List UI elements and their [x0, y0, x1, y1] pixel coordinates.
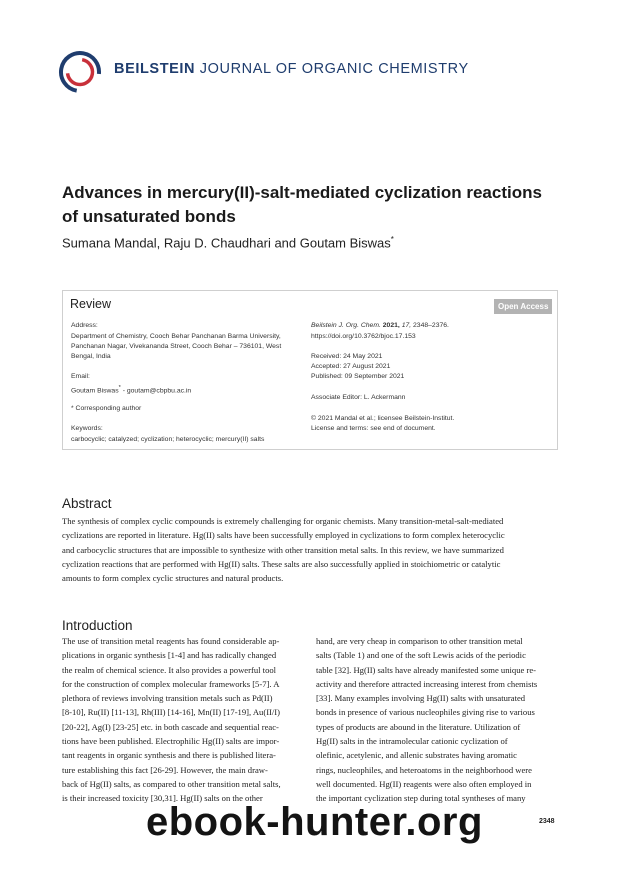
- text-line: hand, are very cheap in comparison to other transition metal: [316, 636, 523, 646]
- address-label: Address:: [71, 322, 98, 329]
- text-line: back of Hg(II) salts, as compared to other transition metal salts,: [62, 778, 281, 789]
- introduction-left-column: [62, 634, 308, 806]
- keywords-list: carbocyclic; catalyzed; cyclization; heterocyclic; mercury(II) salts: [71, 436, 265, 443]
- published-date: Published: 09 September 2021: [311, 373, 405, 380]
- article-title: Advances in mercury(II)-salt-mediated cyclization reactions of unsaturated bonds: [62, 183, 542, 226]
- text-line: types of products are abound in the literature. Utilization of: [316, 721, 521, 732]
- introduction-right-column: [316, 634, 562, 806]
- citation-volume: 17,: [401, 322, 412, 329]
- text-line: ture establishing this fact [26-29]. However, the main draw-: [62, 764, 268, 775]
- text-line: activity and therefore attracted increasing interest from chemists: [316, 678, 538, 689]
- citation: [311, 321, 556, 331]
- abstract-line: cyclization reactions that are performed with Hg(II) salts. These salts are also successfully applied in stoichiometric or catalytic: [62, 558, 501, 569]
- citation-year: 2021,: [382, 322, 400, 329]
- copyright-line: © 2021 Mandal et al.; licensee Beilstein-Institut.: [311, 415, 455, 422]
- corresponding-note: * Corresponding author: [71, 405, 142, 412]
- journal-logo-icon: [58, 50, 102, 94]
- abstract-line: amounts to form complex cyclic structures and natural products.: [62, 573, 284, 584]
- text-line: bonds in presence of various nucleophiles giving rise to various: [316, 707, 535, 718]
- doi-link[interactable]: https://doi.org/10.3762/bjoc.17.153: [311, 333, 416, 340]
- email-line: [71, 383, 306, 396]
- received-date: Received: 24 May 2021: [311, 353, 383, 360]
- abstract-body: [62, 514, 558, 585]
- email-address[interactable]: - goutam@cbpbu.ac.in: [120, 387, 192, 395]
- abstract-heading: Abstract: [62, 496, 112, 511]
- journal-name-bold: BEILSTEIN: [114, 61, 196, 77]
- text-line: The use of transition metal reagents has found considerable ap-: [62, 636, 280, 646]
- corresponding-mark: *: [390, 235, 394, 244]
- accepted-date: Accepted: 27 August 2021: [311, 363, 391, 370]
- text-line: for the construction of complex molecular frameworks [5-7]. A: [62, 678, 280, 689]
- text-line: well documented. Hg(II) reagents were also often employed in: [316, 778, 532, 789]
- author-names: Sumana Mandal, Raju D. Chaudhari and Goutam Biswas: [62, 235, 391, 251]
- text-line: salts (Table 1) and one of the soft Lewis acids of the periodic: [316, 650, 526, 661]
- text-line: plethora of reviews involving transition metals such as Pd(II): [62, 693, 273, 704]
- introduction-heading: Introduction: [62, 618, 133, 633]
- abstract-line: cyclizations are reported in literature. Hg(II) salts have been successfully employed in cyclizations to form complex heterocyclic: [62, 530, 505, 541]
- keywords-label: Keywords:: [71, 425, 103, 432]
- journal-name-rest: JOURNAL OF ORGANIC CHEMISTRY: [199, 61, 469, 77]
- author-list: [62, 235, 394, 250]
- page-number: 2348: [539, 818, 555, 825]
- text-line: is their increased toxicity [30,31]. Hg(II) salts on the other: [62, 793, 263, 804]
- article-type: Review: [70, 297, 111, 311]
- associate-editor: Associate Editor: L. Ackermann: [311, 394, 406, 401]
- address-block: [71, 332, 306, 362]
- abstract-line: The synthesis of complex cyclic compounds is extremely challenging for organic chemists. Many transition-metal-salt-mediated: [62, 516, 504, 526]
- email-label: Email:: [71, 373, 90, 380]
- text-line: tant reagents in organic synthesis and there is published litera-: [62, 750, 276, 761]
- watermark: ebook-hunter.org: [146, 800, 483, 844]
- text-line: Hg(II) salts in the intramolecular cationic cyclization of: [316, 736, 508, 747]
- abstract-line: and carbocyclic structures that are impossible to synthesize with other transition metal salts. In this review, we have summarized: [62, 544, 504, 555]
- citation-journal: Beilstein J. Org. Chem.: [311, 322, 381, 329]
- address-line: Department of Chemistry, Cooch Behar Panchanan Barma University,: [71, 333, 281, 340]
- address-line: Panchanan Nagar, Vivekananda Street, Cooch Behar – 736101, West: [71, 343, 282, 350]
- address-line: Bengal, India: [71, 353, 111, 360]
- email-mark: *: [118, 385, 121, 391]
- text-line: [8-10], Ru(II) [11-13], Rh(III) [14-16], Mn(II) [17-19], Au(II/I): [62, 707, 281, 718]
- text-line: the realm of chemical science. It also provides a powerful tool: [62, 664, 277, 675]
- open-access-badge: Open Access: [494, 299, 552, 314]
- citation-pages: 2348–2376.: [413, 322, 449, 329]
- journal-name: [114, 61, 469, 77]
- text-line: plications in organic synthesis [1-4] and has radically changed: [62, 650, 277, 661]
- text-line: [20-22], Ag(I) [23-25] etc. in both cascade and sequential reac-: [62, 721, 279, 732]
- text-line: tions have been published. Electrophilic Hg(II) salts are impor-: [62, 736, 280, 747]
- text-line: olefinic, acetylenic, and allenic substrates having aromatic: [316, 750, 517, 761]
- text-line: table [32]. Hg(II) salts have already manifested some unique re-: [316, 664, 537, 675]
- text-line: the important cyclization step during total syntheses of many: [316, 793, 526, 804]
- text-line: rings, nucleophiles, and heteroatoms in the neighborhood were: [316, 764, 532, 775]
- text-line: [33]. Many examples involving Hg(II) salts with unsaturated: [316, 693, 526, 704]
- email-author: Goutam Biswas: [71, 387, 119, 395]
- license-line[interactable]: License and terms: see end of document.: [311, 425, 436, 432]
